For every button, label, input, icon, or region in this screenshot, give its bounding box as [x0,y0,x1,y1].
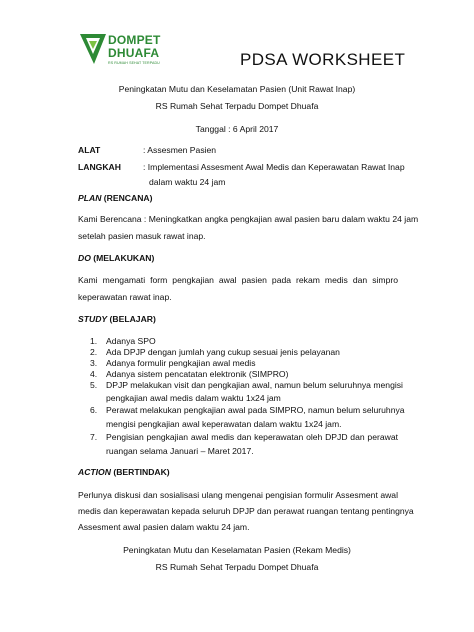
study-item-num: 4. [90,369,98,379]
do-line2: keperawatan rawat inap. [78,292,172,302]
study-item-continuation: pengkajian awal medis dalam waktu 1x24 jam [106,393,281,403]
action-heading-keyword: ACTION [78,467,111,477]
logo-text-line1: DOMPET [108,33,161,47]
action-line3: Assesment awal pasien dalam waktu 24 jam. [78,522,250,532]
study-item-text: DPJP melakukan visit dan pengkajian awal, namun belum seluruhnya mengisi [106,380,403,390]
plan-heading-keyword: PLAN [78,193,102,203]
logo-mark-icon [78,32,108,66]
action-line1: Perlunya diskusi dan sosialisasi ulang mengenai pengisian formulir Assesment awal [78,490,398,500]
alat-label: ALAT [78,145,101,155]
plan-heading-rest: (RENCANA) [101,193,153,203]
study-heading-keyword: STUDY [78,314,108,324]
langkah-label: LANGKAH [78,162,121,172]
study-item-num: 7. [90,432,98,442]
header-date: Tanggal : 6 April 2017 [195,124,279,134]
alat-value: : Assesmen Pasien [143,145,217,155]
study-item-continuation: mengisi pengkajian awal keperawatan dalam waktu 1x24 jam. [106,419,342,429]
study-item-text: Adanya SPO [106,336,156,346]
study-item-text: Perawat melakukan pengkajian awal pada SIMPRO, namun belum seluruhnya [106,405,405,415]
footer-line2: RS Rumah Sehat Terpadu Dompet Dhuafa [155,562,319,572]
header-line2: RS Rumah Sehat Terpadu Dompet Dhuafa [155,101,319,111]
do-heading [78,253,154,264]
study-item-num: 3. [90,358,98,368]
study-item-continuation: ruangan selama Januari – Maret 2017. [106,446,254,456]
study-item-text: Adanya formulir pengkajian awal medis [106,358,256,368]
action-heading [78,467,170,478]
plan-heading [78,193,153,204]
study-item-num: 2. [90,347,98,357]
footer-line1: Peningkatan Mutu dan Keselamatan Pasien (Rekam Medis) [123,545,351,555]
logo-text-line2: DHUAFA [108,46,160,60]
study-item-text: Adanya sistem pencatatan elektronik (SIMPRO) [106,369,289,379]
study-item-text: Ada DPJP dengan jumlah yang cukup sesuai jenis pelayanan [106,347,340,357]
action-line2: medis dan keperawatan kepada seluruh DPJP dan perawat ruangan tentang pentingnya [78,506,414,516]
do-line1: Kami mengamati form pengkajian awal pasien pada rekam medis dan simpro [78,275,398,285]
study-item-text: Pengisian pengkajian awal medis dan keperawatan oleh DPJD dan perawat [106,432,398,442]
logo-tagline: RS RUMAH SEHAT TERPADU [108,61,160,65]
do-heading-rest: (MELAKUKAN) [90,253,155,263]
study-item-num: 1. [90,336,98,346]
study-heading [78,314,156,325]
do-heading-keyword: DO [78,253,91,263]
study-item-num: 5. [90,380,98,390]
langkah-value-line1: : Implementasi Assesment Awal Medis dan Keperawatan Rawat Inap [143,162,405,172]
header-line1: Peningkatan Mutu dan Keselamatan Pasien (Unit Rawat Inap) [118,84,356,94]
dompet-dhuafa-logo [78,30,178,70]
action-heading-rest: (BERTINDAK) [110,467,170,477]
study-heading-rest: (BELAJAR) [107,314,156,324]
page-title: PDSA WORKSHEET [240,50,406,69]
plan-line1: Kami Berencana : Meningkatkan angka pengkajian awal pasien baru dalam waktu 24 jam [78,214,419,224]
plan-line2: setelah pasien masuk rawat inap. [78,231,206,241]
study-item-num: 6. [90,405,98,415]
langkah-value-line2: dalam waktu 24 jam [149,177,226,187]
